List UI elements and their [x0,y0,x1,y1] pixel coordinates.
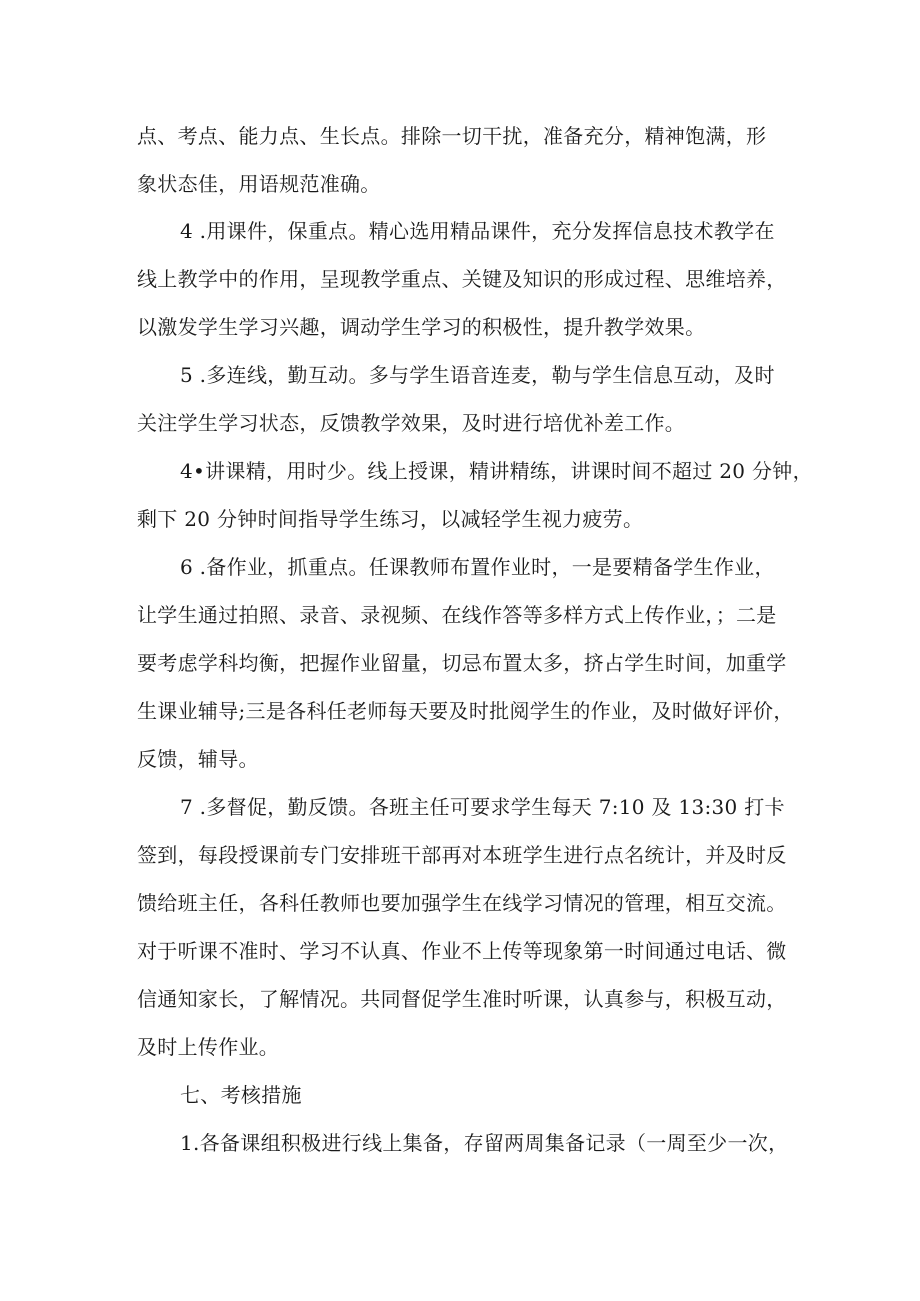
text-line: 及时上传作业。 [137,1035,280,1059]
text-line: 对于听课不准时、学习不认真、作业不上传等现象第一时间通过电话、微 [137,939,787,963]
text-line: 象状态佳，用语规范准确。 [137,172,381,196]
text-line: 6 .备作业，抓重点。任课教师布置作业时，一是要精备学生作业， [180,555,775,579]
section-heading: 七、考核措施 [180,1083,302,1107]
text-line: 信通知家长，了解情况。共同督促学生准时听课，认真参与，积极互动， [137,987,787,1011]
text-line: 要考虑学科均衡，把握作业留量，切忌布置太多，挤占学生时间，加重学 [137,651,787,675]
text-line: 4•讲课精，用时少。线上授课，精讲精练，讲课时间不超过 20 分钟， [180,459,813,483]
text-line: 以激发学生学习兴趣，调动学生学习的积极性，提升教学效果。 [137,315,706,339]
text-line: 剩下 20 分钟时间指导学生练习，以减轻学生视力疲劳。 [137,507,644,531]
text-line: 馈给班主任，各科任教师也要加强学生在线学习情况的管理，相互交流。 [137,891,787,915]
text-line: 5 .多连线，勤互动。多与学生语音连麦，勒与学生信息互动，及时 [180,363,775,387]
text-line: 反馈，辅导。 [137,747,259,771]
text-line: 线上教学中的作用，呈现教学重点、关键及知识的形成过程、思维培养， [137,267,787,291]
text-line: 签到，每段授课前专门安排班干部再对本班学生进行点名统计，并及时反 [137,843,787,867]
text-line: 关注学生学习状态，反馈教学效果，及时进行培优补差工作。 [137,411,686,435]
text-line: 4 .用课件，保重点。精心选用精品课件，充分发挥信息技术教学在 [180,219,775,243]
text-line: 让学生通过拍照、录音、录视频、在线作答等多样方式上传作业，；二是 [137,603,777,627]
text-line: 1.各备课组积极进行线上集备，存留两周集备记录（一周至少一次， [180,1131,789,1155]
text-line: 点、考点、能力点、生长点。排除一切干扰，准备充分，精神饱满，形 [137,124,767,148]
text-line: 生课业辅导;三是各科任老师每天要及时批阅学生的作业，及时做好评价， [137,699,794,723]
text-line: 7 .多督促，勤反馈。各班主任可要求学生每天 7:10 及 13:30 打卡 [180,795,785,819]
